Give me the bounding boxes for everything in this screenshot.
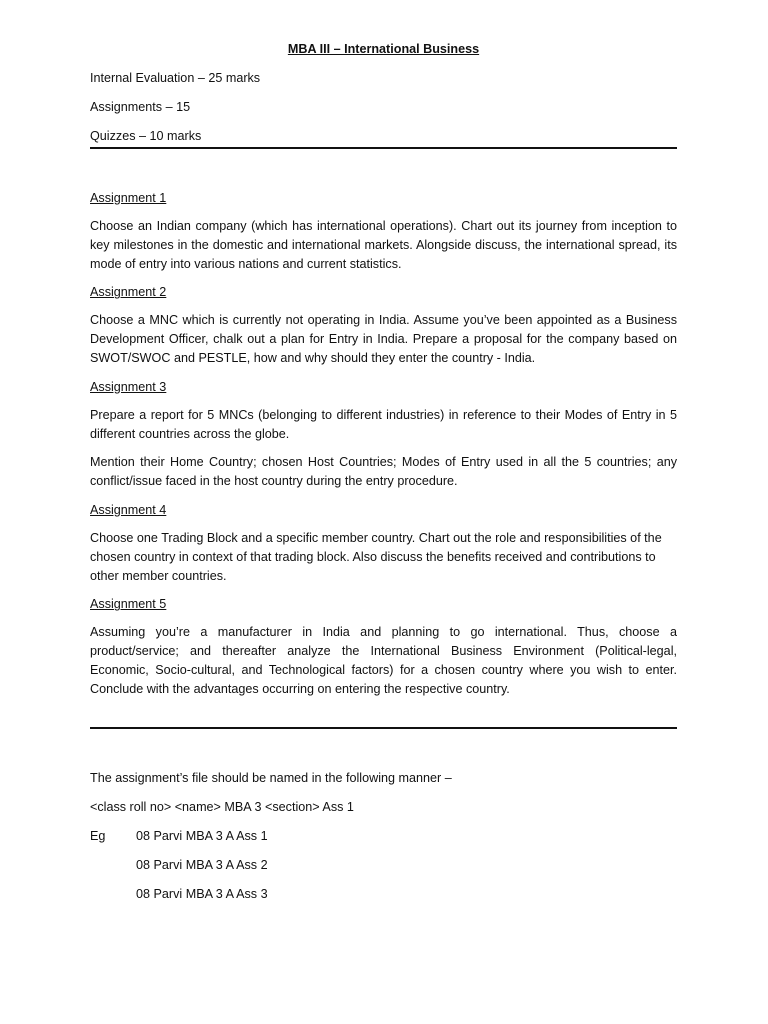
document-page [90,40,677,914]
assignment-1-text: Choose an Indian company (which has international operations). Chart out its journey from inception to key milestones in the domestic and international markets. Alongside discuss, the international spread, its mode of entry into various nations and current statistics. [90,219,677,271]
assignment-5-text: Assuming you’re a manufacturer in India and planning to go international. Thus, choose a product/service; and thereafter analyze the International Business Environment (Political-legal, Economic, Socio-cultural, and Technological factors) for a chosen country where you wish to enter. Conclude with the advantages occurring on entering the respective country. [90,625,677,696]
assignments-marks-line: Assignments – 15 [90,100,191,114]
naming-intro: The assignment’s file should be named in the following manner – [90,770,452,785]
naming-example-1: 08 Parvi MBA 3 A Ass 1 [136,828,268,843]
bottom-divider [90,727,677,729]
assignment-2-text: Choose a MNC which is currently not operating in India. Assume you’ve been appointed as a Business Development Officer, chalk out a plan for Entry in India. Prepare a proposal for the company based on SWOT/SWOC and PESTLE, how and why should they enter the country - India. [90,313,677,365]
naming-example-row-2 [90,856,677,874]
assignment-2-heading: Assignment 2 [90,285,167,300]
quizzes-marks-line: Quizzes – 10 marks [90,129,202,143]
assignment-3-heading: Assignment 3 [90,379,167,394]
assignment-3-text-2: Mention their Home Country; chosen Host Countries; Modes of Entry used in all the 5 countries; any conflict/issue faced in the host country during the entry procedure. [90,455,677,489]
assignment-4-text: Choose one Trading Block and a specific member country. Chart out the role and responsibilities of the chosen country in context of that trading block. Also discuss the benefits received and contributions to other member countries. [90,530,662,583]
assignment-5-heading: Assignment 5 [90,597,167,612]
assignment-1-heading: Assignment 1 [90,191,167,205]
document-title: MBA III – International Business [287,42,480,56]
eg-label: Eg [90,828,106,843]
naming-example-row-1 [90,827,677,845]
naming-example-3: 08 Parvi MBA 3 A Ass 3 [136,886,268,901]
assignment-4-heading: Assignment 4 [90,502,167,517]
naming-example-2: 08 Parvi MBA 3 A Ass 2 [136,857,268,872]
naming-format: <class roll no> <name> MBA 3 <section> Ass 1 [90,799,354,814]
naming-example-row-3 [90,885,677,903]
assignment-3-text-1: Prepare a report for 5 MNCs (belonging to different industries) in reference to their Modes of Entry in 5 different countries across the globe. [90,407,677,441]
top-divider [90,147,677,149]
internal-evaluation-line: Internal Evaluation – 25 marks [90,71,261,85]
